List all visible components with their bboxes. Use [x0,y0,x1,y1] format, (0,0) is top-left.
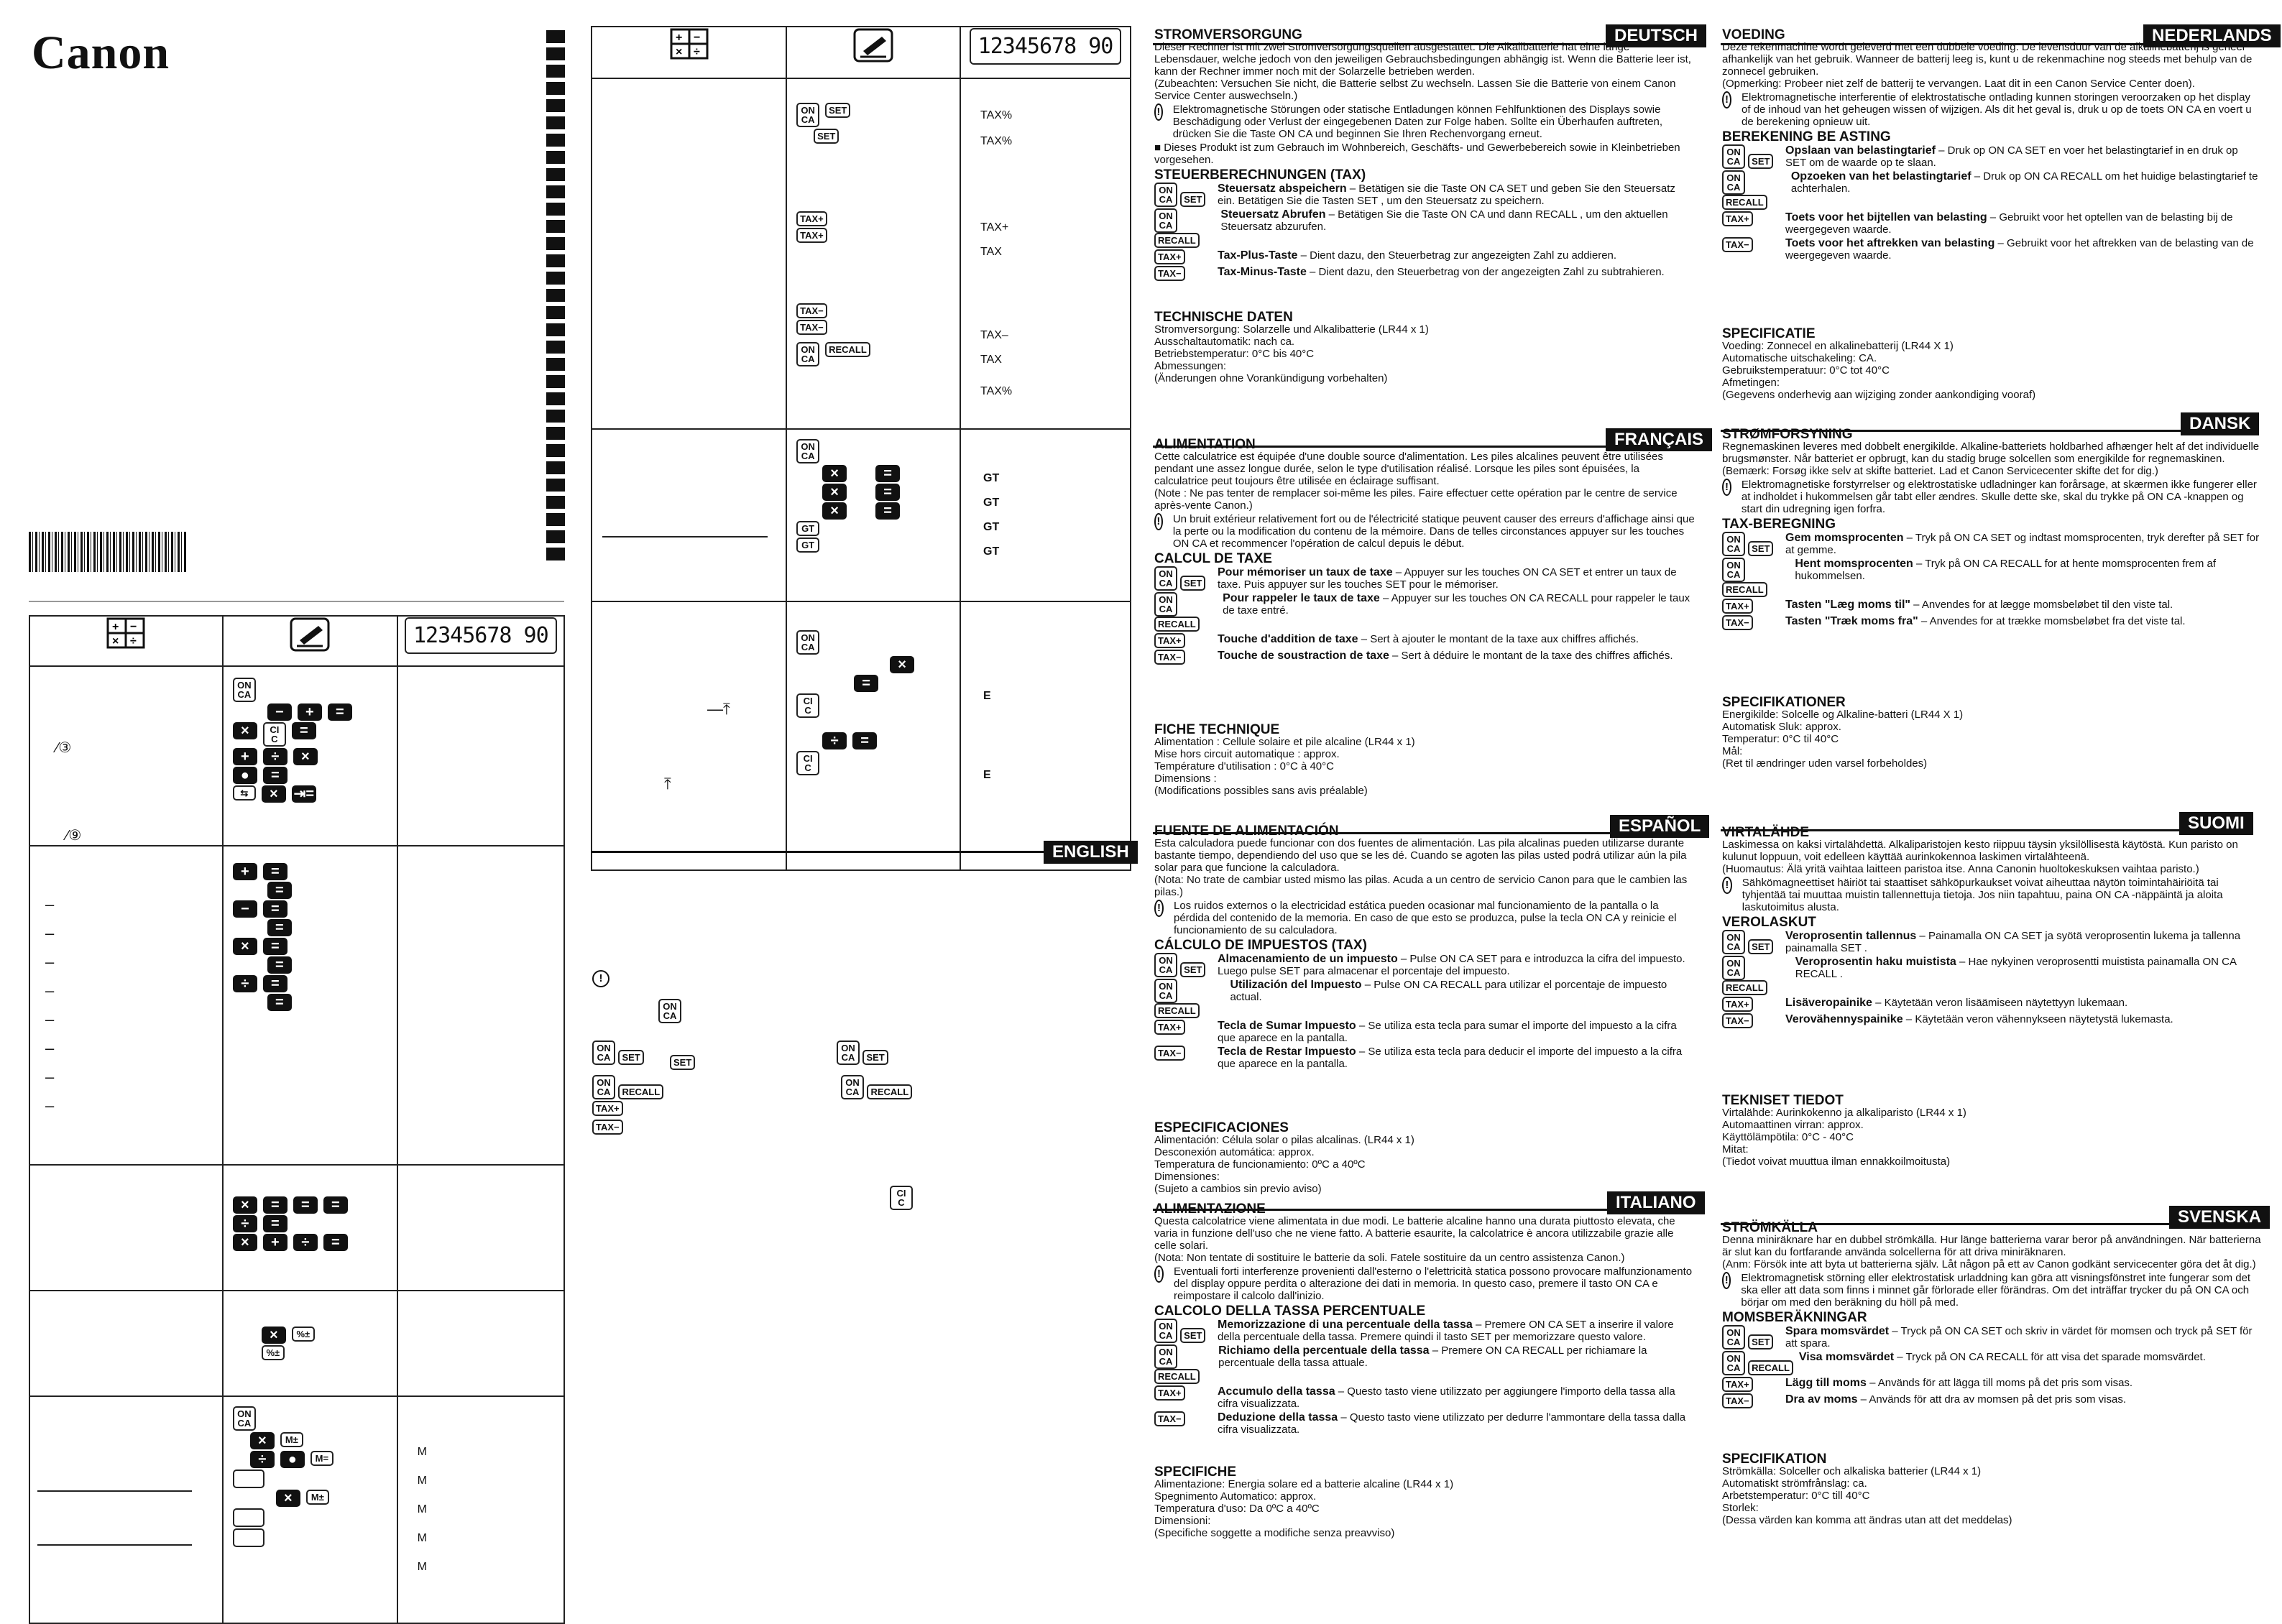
recall-key: RECALL [825,342,870,357]
recall-key: RECALL [1154,617,1200,632]
example-dashes: – – – – – – – – [45,895,55,1115]
italiano-section: ALIMENTAZIONE Questa calcolatrice viene alimentata in due modi. Le batterie alcaline hanno una durata piuttosto elevata, che varia in funzione dell'uso che ne viene fatto. A batterie esaurite, la calcolatrice è ancora utilizzabile grazie alle celle solari. (Nota: Non tentate di sostituire le batterie da soli. Fatele sostituire da un centro assistenza Canon.) ! Eventuali forti interferenze provenienti dall'esterno o l'elettricità statica possono provocare malfunzionamento del display oppure perdita o alterazione dei dati in memoria. In questo caso, premere il tasto ON CA e reimpostare il calcolo dall'inizio. CALCOLO DELLA TASSA PERCENTUALE ON CA SET Memorizzazione di una percentuale della tassa – Premere ON CA SET a inserire il valore della percentuale della tassa. Premere quindi il tasto SET per memorizzare questo valore. ON CA RECALL Richiamo della percentuale della tassa – Premere ON CA RECALL per richiamare la percentuale della tassa attuale. TAX+ Accumulo della tassa – Questo tasto viene utilizzato per aggiungere l'importo della tassa alla cifra visualizzata. TAX− Deduzione della tassa – Questo tasto viene utilizzato per dedurre l'ammontare della tassa dalla cifra visualizzata. SPECIFICHE Alimentazione: Energia solare ed a batterie alcaline (LR44 x 1) Spegnimento Automatico: approx. Temperatura d'uso: Da 0ºC a 40ºC Dimensioni: (Specifiche soggette a modifiche senza preavviso) [1154,1201,1693,1539]
equals-key: = [263,767,287,784]
equals-key: = [267,882,292,899]
multiply-key: × [293,748,318,765]
blank-line [37,1544,192,1546]
gt-indicator: GT [983,521,1000,533]
on-ca-key: ON CA [796,439,819,463]
blank-key [233,1508,264,1527]
on-ca-key: ON CA [796,630,819,655]
minus-key: − [233,900,257,918]
plus-key: + [233,748,257,765]
equals-key: = [852,732,877,749]
equals-key: = [323,1196,348,1214]
multiply-key: × [233,1196,257,1214]
set-key: SET [1748,541,1773,556]
multiply-key: × [250,1432,275,1449]
plus-key: + [263,1234,287,1251]
set-key: SET [1180,192,1205,207]
equals-key: = [875,502,900,520]
warning-icon: ! [1722,877,1732,894]
equals-key: = [263,1215,287,1232]
shift-key: ⇆ [233,785,256,801]
on-ca-key: ON CA [1722,558,1745,582]
tax-plus-key: TAX+ [592,1101,623,1116]
ci-c-key: CI C [796,751,819,775]
tax-minus-key: TAX− [796,303,827,318]
tax-minus-key: TAX− [1154,1411,1185,1426]
on-ca-key: ON CA [796,342,819,366]
set-key: SET [862,1050,888,1065]
equals-key: = [263,863,287,880]
svg-text:−: − [693,32,700,44]
on-ca-key: ON CA [1154,953,1177,977]
blank-key [233,1470,264,1488]
on-ca-key: ON CA [1154,979,1177,1003]
svg-text:−: − [130,621,137,633]
memory-indicator: M [417,1503,427,1515]
divide-key: ÷ [293,1234,318,1251]
percent-key: %± [292,1327,315,1342]
divider [29,601,564,602]
on-ca-key: ON CA [796,103,819,127]
francais-section: ALIMENTATION Cette calculatrice est équipée d'une double source d'alimentation. Les piles alcalines peuvent être utilisées pendant une assez longue durée, selon le type d'utilisation réalisé. Lorsque les piles sont épuisées, la calculatrice peut toujours être utilisée en éclairage suffisant. (Note : Ne pas tenter de remplacer soi-même les piles. Faire effectuer cette opération par le centre de service après-vente Canon.) ! Un bruit extérieur relativement fort ou de l'électricité statique peuvent causer des erreurs d'affichage ainsi que la perte ou la modification du contenu de la mémoire. Dans de telles circonstances appuyer sur les touches ON CA et recommencer l'opération de calcul depuis le début. CALCUL DE TAXE ON CA SET Pour mémoriser un taux de taxe – Appuyer sur les touches ON CA SET et entrer un taux de taxe. Puis appuyer sur les touches SET pour le mémoriser. ON CA RECALL Pour rappeler le taux de taxe – Appuyer sur les touches ON CA RECALL pour rappeler le taux de taxe entré. TAX+ Touche d'addition de taxe – Sert à ajouter le montant de la taxe aux chiffres affichés. TAX− Touche de soustraction de taxe – Sert à déduire le montant de la taxe des chiffres affichés. FICHE TECHNIQUE Alimentation : Cellule solaire et pile alcaline (LR44 x 1) Mise hors circuit automatique : approx. Température d'utilisation : 0°C à 40°C Dimensions : (Modifications possibles sans avis préalable) [1154,437,1695,797]
on-ca-key: ON CA [1154,183,1177,207]
recall-key: RECALL [1722,582,1767,597]
recall-key: RECALL [1722,980,1767,995]
english-label: ENGLISH [1044,841,1138,864]
divide-key: ÷ [233,975,257,992]
set-key: SET [1748,154,1773,169]
tax-minus-key: TAX− [1154,266,1185,281]
on-ca-key: ON CA [1154,1319,1177,1343]
memory-recall-key: M= [310,1451,333,1466]
multiply-key: × [822,465,847,482]
set-key: SET [670,1055,695,1070]
recall-key: RECALL [1748,1360,1793,1375]
suomi-section: VIRTALÄHDE Laskimessa on kaksi virtalähdettä. Alkaliparistojen kesto riippuu täysin yksilöllisestä käytöstä. Kun paristo on kulunut loppuun, voit edelleen käyttää aurinkokennoa laskimen virtalähteenä. (Huomautus: Älä yritä vaihtaa laitteen paristoa itse. Anna Canonin huoltokeskuksen vaihtaa paristo.) ! Sähkömagneettiset häiriöt tai staattiset sähköpurkaukset voivat aiheuttaa näytön toimintahäiriöitä tai tyhjentää tai muuttaa muistin tallennettuja tietoja. Jos niin tapahtuu, paina ON CA -näppäintä ja aloita laskutoimitus alusta. VEROLASKUT ON CA SET Veroprosentin tallennus – Painamalla ON CA SET ja syötä veroprosentin lukema ja tallenna painamalla SET . ON CA RECALL Veroprosentin haku muistista – Hae nykyinen veroprosentti muistista painamalla ON CA RECALL . TAX+ Lisäveropainike – Käytetään veron lisäämiseen näytettyyn lukemaan. TAX− Verovähennyspainike – Käytetään veron vähennykseen näytetystä lukemasta. TEKNISET TIEDOT Virtalähde: Aurinkokenno ja alkaliparisto (LR44 x 1) Automaattinen virran: approx. Käyttölämpötila: 0°C - 40°C Mitat: (Tiedot voivat muuttua ilman ennakkoilmoitusta) [1722,825,2241,1168]
multiply-key: × [822,484,847,501]
equals-key: = [854,675,878,692]
dot-key: ● [280,1451,305,1468]
tax-plus-indicator: TAX+ [980,221,1009,234]
tax-plus-key: TAX+ [796,228,827,243]
svenska-label: SVENSKA [2169,1206,2270,1229]
recall-key: RECALL [1154,1369,1200,1384]
grand-total-key: GT [796,538,819,553]
multiply-key: × [233,938,257,955]
display-icon: 12345678 90 [405,617,557,654]
tax-plus-key: TAX+ [1722,997,1753,1012]
tax-indicator: TAX [980,354,1002,366]
ci-c-key: CI C [890,1186,913,1210]
tax-percent-indicator: TAX% [980,109,1013,121]
set-key: SET [618,1050,643,1065]
svg-text:+: + [112,621,119,633]
on-ca-key: ON CA [1722,144,1745,169]
tax-minus-key: TAX− [1722,615,1753,630]
nederlands-section: VOEDING Deze rekenmachine wordt geleverd met een dubbele voeding. De levensduur van de alkalinebatterij is geheel afhankelijk van het gebruik. Wanneer de batterij leeg is, kunt u de rekenmachine nog steeds met behulp van de zonnecel gebruiken. (Opmerking: Probeer niet zelf de batterij te vervangen. Laat dit in een Canon Service Center doen). ! Elektromagnetische interferentie of elektrostatische ontlading kunnen storingen veroorzaken op het display of de inhoud van het geheugen wissen of wijzigen. Als dit het geval is, druk u op de toets ON CA en voert u de berekening opnieuw uit. BEREKENING BE ASTING ON CA SET Opslaan van belastingtarief – Druk op ON CA SET en voer het belastingtarief in en druk op SET om de waarde op te slaan. ON CA RECALL Opzoeken van het belastingtarief – Druk op ON CA RECALL om het huidige belastingtarief te achterhalen. TAX+ Toets voor het bijtellen van belasting – Gebruikt voor het optellen van de belasting bij de weergegeven waarde. TAX− Toets voor het aftrekken van belasting – Gebruikt voor het aftrekken van de belasting van de weergegeven waarde. SPECIFICATIE Voeding: Zonnecel en alkalinebatterij (LR44 X 1) Automatische uitschakeling: CA. Gebruikstemperatuur: 0°C tot 40°C Afmetingen: (Gegevens onderhevig aan wijziging zonder aankondiging vooraf) [1722,27,2258,401]
left-example-table [29,615,565,1624]
warning-icon: ! [1154,900,1164,917]
tax-plus-key: TAX+ [1154,1385,1185,1401]
tax-plus-key: TAX+ [1722,1377,1753,1392]
equals-key: = [263,900,287,918]
divide-key: ÷ [250,1451,275,1468]
warning-icon: ! [1154,103,1163,121]
svg-text:×: × [675,46,682,58]
gt-indicator: GT [983,472,1000,484]
minus-key: − [267,703,292,721]
recall-key: RECALL [618,1084,663,1099]
svg-text:+: + [675,32,682,44]
set-key: SET [1180,1328,1205,1343]
equals-key: = [267,956,292,974]
plus-key: + [298,703,322,721]
multiply-key: × [890,656,914,673]
tax-plus-key: TAX+ [1154,633,1185,648]
on-ca-key: ON CA [1722,1351,1745,1375]
on-ca-key: ON CA [233,678,256,702]
on-ca-key: ON CA [1722,1325,1745,1350]
tax-plus-key: TAX+ [796,211,827,226]
memory-indicator: M [417,1446,427,1458]
espanol-label: ESPAÑOL [1610,815,1709,838]
on-ca-key: ON CA [592,1075,615,1099]
arrow-equals-key: ⇥= [292,785,316,803]
multiply-key: × [276,1490,300,1507]
tax-minus-key: TAX− [1154,1046,1185,1061]
example-fraction-2: ⁄⑨ [66,828,82,844]
memory-plus-key: M± [306,1490,329,1505]
barcode [29,532,187,572]
ci-c-key: CI C [796,693,819,718]
tax-minus-key: TAX− [592,1120,623,1135]
memory-indicator: M [417,1561,427,1573]
equals-key: = [263,1196,287,1214]
on-ca-key: ON CA [1722,532,1745,556]
on-ca-key: ON CA [1154,566,1177,591]
equals-key: = [263,938,287,955]
memory-plus-key: M± [280,1432,303,1447]
calc-ops-icon [31,617,221,649]
on-ca-key: ON CA [1722,956,1745,980]
key-operation-icon [224,617,396,652]
calc-ops-icon [593,28,785,60]
svg-text:×: × [112,635,119,647]
on-ca-key: ON CA [1722,930,1745,954]
multiply-key: × [822,502,847,520]
arrow-mark: ⤒ [664,775,671,793]
on-ca-key: ON CA [1154,1344,1177,1369]
tax-minus-key: TAX− [1722,237,1753,252]
recall-key: RECALL [1154,233,1200,248]
multiply-key: × [262,1327,286,1344]
tax-minus-key: TAX− [1722,1013,1753,1028]
deutsch-section: STROMVERSORGUNG Dieser Rechner ist mit zwei Stromversorgungsquellen ausgestattet. Die Alkalibatterie hat eine lange Lebensdauer, welche jedoch von den jeweiligen Gebrauchsbedingungen abhängig ist. Wenn die Batterie leer ist, kann der Rechner immer noch mit der Solarzelle betrieben werden. (Zubeachten: Versuchen Sie nicht, die Batterie selbst Zu wechseln. Lassen Sie die Batterie von einem Canon Service Center auswechseln.) ! Elektromagnetische Störungen oder statische Entladungen können Fehlfunktionen des Displays sowie Beschädigung oder Verlust der eingegebenen Daten zur Folge haben. Sollte ein Überhaufen auftreten, drücken Sie die Taste ON CA und beginnen Sie Ihren Rechenvorgang erneut. ■ Dieses Produkt ist zum Gebrauch im Wohnbereich, Geschäfts- und Gewerbebereich sowie in Kleinbetrieben vorgesehen. STEUERBERECHNUNGEN (TAX) ON CA SET Steuersatz abspeichern – Betätigen sie die Taste ON CA SET und geben Sie den Steuersatz ein. Betätigen Sie die Tasten SET , um den Steuersatz zu speichern. ON CA RECALL Steuersatz Abrufen – Betätigen Sie die Taste ON CA und dann RECALL , um den aktuellen Steuersatz abzurufen. TAX+ Tax-Plus-Taste – Dient dazu, den Steuerbetrag zur angezeigten Zahl zu addieren. TAX− Tax-Minus-Taste – Dient dazu, den Steuerbetrag von der angezeigten Zahl zu subtrahieren. TECHNISCHE DATEN Stromversorgung: Solarzelle und Alkalibatterie (LR44 x 1) Ausschaltautomatik: nach ca. Betriebstemperatur: 0°C bis 40°C Abmessungen: (Änderungen ohne Vorankündigung vorbehalten) [1154,27,1691,384]
gt-indicator: GT [983,497,1000,509]
svenska-section: STRÖMKÄLLA Denna miniräknare har en dubbel strömkälla. Hur länge batterierna varar beror på användningen. När batterierna är slut kan du fortfarande använda solcellerna för att driva miniräknaren. (Anm: Försök inte att byta ut batterierna själv. Låt någon på ett av Canon godkänt servicecenter göra det åt dig.) ! Elektromagnetisk störning eller elektrostatisk urladdning kan göra att visningsfönstret inte fungerar som det ska eller att data som finns i minnet går förlorade eller förändras. Om det inträffar trycker du på ON CA och börjar om med den beräkning du höll på med. MOMSBERÄKNINGAR ON CA SET Spara momsvärdet – Tryck på ON CA SET och skriv in värdet för momsen och tryck på SET för att spara. ON CA RECALL Visa momsvärdet – Tryck på ON CA RECALL för att visa det sparade momsvärdet. TAX+ Lägg till moms – Används för att lägga till moms på det pris som visas. TAX− Dra av moms – Används för att dra av momsen på det pris som visas. SPECIFIKATION Strömkälla: Solceller och alkaliska batterier (LR44 x 1) Automatiskt strömfrånslag: ca. Arbetstemperatur: 0°C till 40°C Storlek: (Dessa värden kan komma att ändras utan att det meddelas) [1722,1220,2261,1526]
dansk-section: STRØMFORSYNING Regnemaskinen leveres med dobbelt energikilde. Alkaline-batteriets holdbarhed afhænger helt af det individuelle brugsmønster. Når batteriet er opbrugt, kan du stadig bruge solcellen som energikilde for regnemaskinen. (Bemærk: Forsøg ikke selv at skifte batteriet. Lad et Canon Servicecenter skifte det for dig.) ! Elektromagnetiske forstyrrelser og elektrostatiske udladninger kan forårsage, at skærmen ikke fungerer eller at indholdet i hukommelsen går tabt eller ændres. Skulle dette ske, skal du trykke på ON CA -knappen og start din udregning igen forfra. TAX-BEREGNING ON CA SET Gem momsprocenten – Tryk på ON CA SET og indtast momsprocenten, tryk derefter på SET for at gemme. ON CA RECALL Hent momsprocenten – Tryk på ON CA RECALL for at hente momsprocenten frem af hukommelsen. TAX+ Tasten "Læg moms til" – Anvendes for at lægge momsbeløbet til den viste tal. TAX− Tasten "Træk moms fra" – Anvendes for at trække momsbeløbet fra det viste tal. SPECIFIKATIONER Energikilde: Solcelle og Alkaline-batteri (LR44 X 1) Automatisk Sluk: approx. Temperatur: 0°C til 40°C Mål: (Ret til ændringer uden varsel forbeholdes) [1722,427,2260,770]
equals-key: = [875,465,900,482]
gt-indicator: GT [983,545,1000,558]
tax-minus-key: TAX− [796,320,827,335]
multiply-key: × [233,722,257,739]
example-fraction-1: ⁄③ [56,740,72,756]
on-ca-key: ON CA [233,1406,256,1431]
middle-example-table [591,26,1131,871]
set-key: SET [1180,576,1205,591]
set-key: SET [814,129,839,144]
on-ca-key: ON CA [592,1041,615,1065]
equals-key: = [267,919,292,936]
divide-key: ÷ [263,748,287,765]
tax-indicator: TAX [980,246,1002,258]
blank-line [602,536,768,538]
plus-key: + [233,863,257,880]
dansk-label: DANSK [2181,412,2259,435]
recall-key: RECALL [867,1084,912,1099]
dot-key: ● [233,767,257,784]
percent-key: %± [262,1345,285,1360]
equals-key: = [267,994,292,1011]
on-ca-key: ON CA [658,999,681,1023]
warning-icon: ! [1154,1265,1164,1283]
equals-key: = [293,1196,318,1214]
svg-text:÷: ÷ [130,635,137,647]
registration-marks [546,30,565,565]
equals-key: = [875,484,900,501]
english-rule [591,851,1044,853]
key-operation-icon [788,28,959,63]
warning-icon: ! [1722,479,1731,496]
deutsch-label: DEUTSCH [1606,24,1706,47]
memory-indicator: M [417,1532,427,1544]
italiano-label: ITALIANO [1607,1191,1705,1214]
equals-key: = [292,722,316,739]
warning-icon: ! [1154,513,1163,530]
on-ca-key: ON CA [1154,592,1177,617]
set-key: SET [825,103,850,118]
grand-total-key: GT [796,521,819,536]
canon-logo: Canon [32,27,170,79]
recall-key: RECALL [1722,195,1767,210]
tax-plus-key: TAX+ [1722,211,1753,226]
set-key: SET [1748,1334,1773,1350]
multiply-key: × [262,785,286,803]
error-indicator: E [983,690,991,702]
equals-key: = [323,1234,348,1251]
recall-key: RECALL [1154,1003,1200,1018]
warning-icon: ! [1722,1272,1731,1289]
divide-key: ÷ [822,732,847,749]
on-ca-key: ON CA [1154,208,1177,233]
tax-minus-indicator: TAX– [980,329,1008,341]
ci-c-key: CI C [263,722,286,747]
nederlands-label: NEDERLANDS [2143,24,2281,47]
divide-key: ÷ [233,1215,257,1232]
blank-line [37,1490,192,1492]
warning-icon: ! [592,970,614,987]
tax-percent-indicator: TAX% [980,135,1013,147]
tax-plus-key: TAX+ [1154,249,1185,264]
tax-plus-key: TAX+ [1154,1020,1185,1035]
svg-text:÷: ÷ [693,46,700,58]
tax-plus-key: TAX+ [1722,599,1753,614]
equals-key: = [328,703,352,721]
multiply-key: × [233,1234,257,1251]
equals-key: = [263,975,287,992]
display-icon: 12345678 90 [970,28,1122,65]
set-key: SET [1180,962,1205,977]
arrow-mark: —⤒ [707,700,730,718]
tax-minus-key: TAX− [1154,650,1185,665]
on-ca-key: ON CA [841,1075,864,1099]
memory-indicator: M [417,1475,427,1487]
blank-key [233,1528,264,1547]
on-ca-key: ON CA [1722,170,1745,195]
error-indicator: E [983,769,991,781]
set-key: SET [1748,939,1773,954]
on-ca-key: ON CA [837,1041,860,1065]
suomi-label: SUOMI [2179,812,2253,835]
tax-minus-key: TAX− [1722,1393,1753,1408]
warning-icon: ! [1722,91,1731,109]
espanol-section: FUENTE DE ALIMENTACIÓN Esta calculadora puede funcionar con dos fuentes de alimentación. Las pila alcalinas pueden utilizarse durante bastante tiempo, dependiendo del uso que se les dé. Cuando se agoten las pilas usted podrá utilizar aún la pila solar para que funcione la calculadora. (Nota: No trate de cambiar usted mismo las pilas. Acuda a un centro de servicio Canon para que le cambien las pilas.) ! Los ruidos externos o la electricidad estática pueden ocasionar mal funcionamiento de la pantalla o la pérdida del contenido de la memoria. En caso de que esto se produzca, pulse la tecla ON CA y reinicie el funcionamiento de su calculadora. CÁLCULO DE IMPUESTOS (TAX) ON CA SET Almacenamiento de un impuesto – Pulse ON CA SET para e introduzca la cifra del impuesto. Luego pulse SET para almacenar el porcentaje del impuesto. ON CA RECALL Utilización del Impuesto – Pulse ON CA RECALL para utilizar el porcentaje de impuesto actual. TAX+ Tecla de Sumar Impuesto – Se utiliza esta tecla para sumar el importe del impuesto a la cifra que aparece en la pantalla. TAX− Tecla de Restar Impuesto – Se utiliza esta tecla para deducir el importe del impuesto a la cifra que aparece en la pantalla. ESPECIFICACIONES Alimentación: Célula solar o pilas alcalinas. (LR44 x 1) Desconexión automática: approx. Temperatura de funcionamiento: 0ºC a 40ºC Dimensiones: (Sujeto a cambios sin previo aviso) [1154,823,1688,1195]
francais-label: FRANÇAIS [1606,428,1712,451]
tax-percent-indicator: TAX% [980,385,1013,397]
